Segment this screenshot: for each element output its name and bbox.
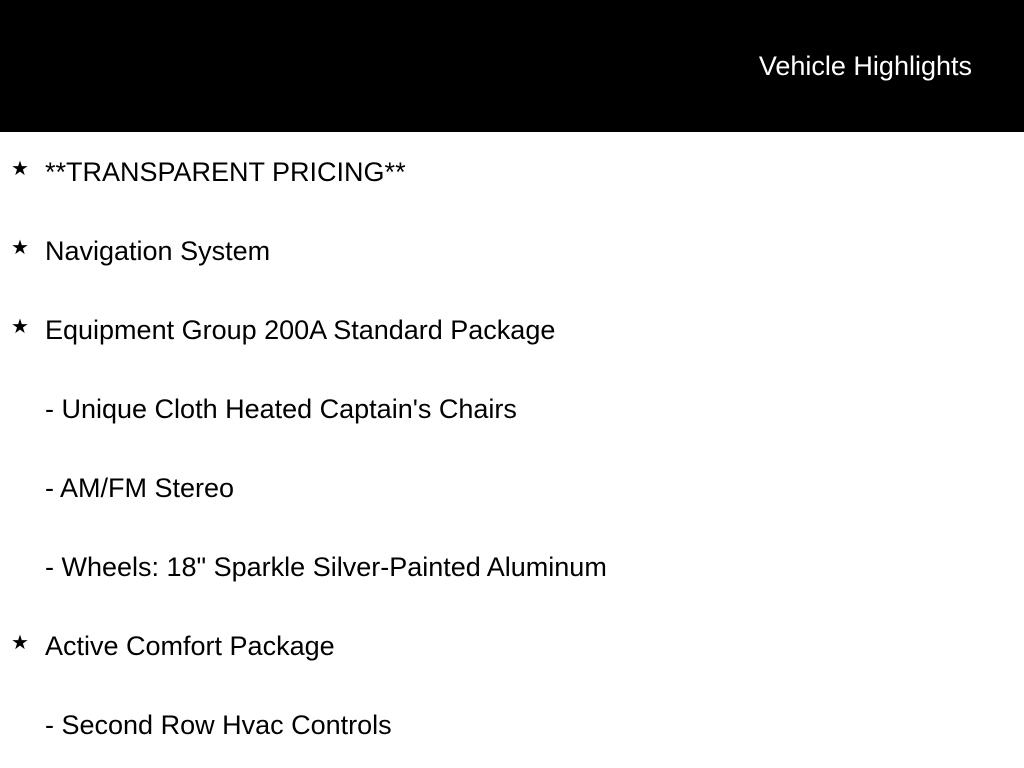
star-icon: ★ (11, 237, 29, 259)
highlight-text: - AM/FM Stereo (45, 473, 235, 503)
list-item (0, 290, 1024, 369)
highlight-text: Navigation System (45, 236, 271, 266)
highlight-text: - Unique Cloth Heated Captain's Chairs (45, 394, 517, 424)
star-icon: ★ (11, 158, 29, 180)
star-icon: ★ (11, 316, 29, 338)
highlight-text: **TRANSPARENT PRICING** (45, 157, 406, 187)
list-item (0, 211, 1024, 290)
list-item (0, 369, 1024, 448)
highlight-text: Equipment Group 200A Standard Package (45, 315, 556, 345)
list-item (0, 527, 1024, 606)
list-item (0, 685, 1024, 764)
header-title: Vehicle Highlights (758, 51, 972, 81)
star-icon: ★ (11, 632, 29, 654)
list-item (0, 132, 1024, 211)
highlights-header (0, 0, 1024, 132)
highlight-text: - Wheels: 18" Sparkle Silver-Painted Aluminum (45, 552, 607, 582)
list-item (0, 606, 1024, 685)
list-item (0, 448, 1024, 527)
highlight-text: Active Comfort Package (45, 631, 335, 661)
highlights-list (0, 132, 1024, 764)
highlight-text: - Second Row Hvac Controls (45, 710, 392, 740)
